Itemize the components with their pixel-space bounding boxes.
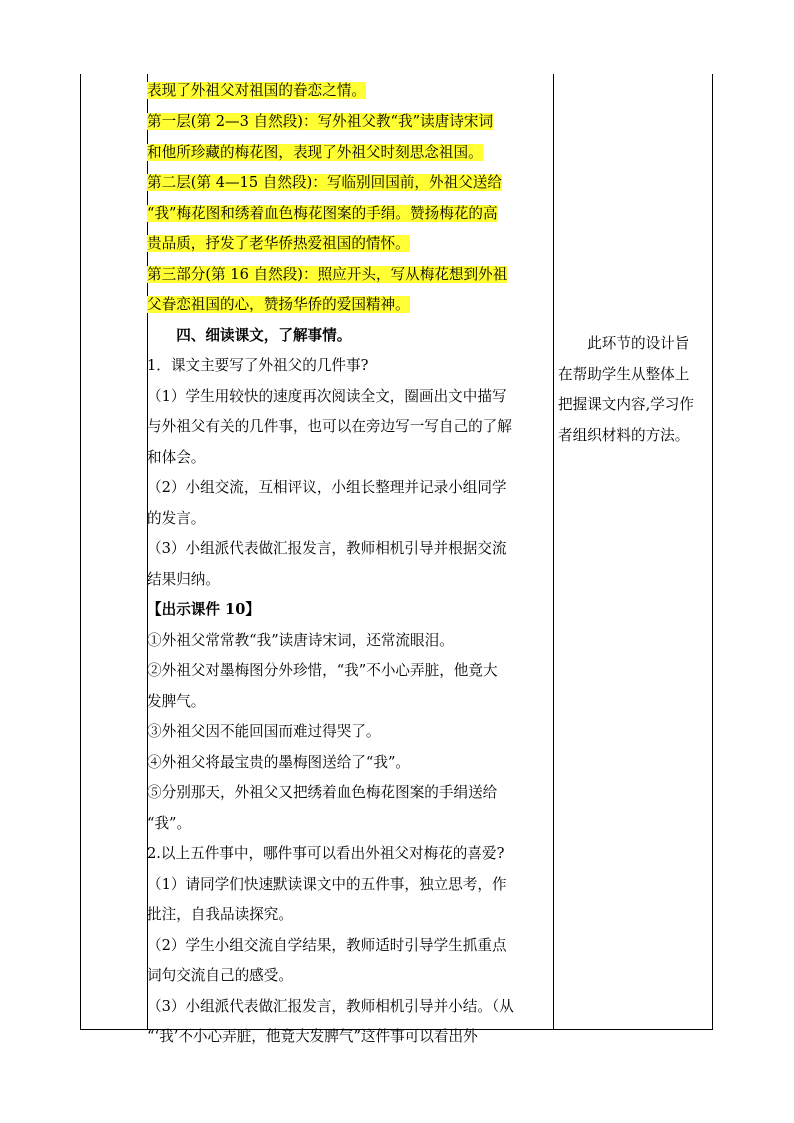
design-note-column bbox=[558, 329, 712, 451]
body-line: （2）学生小组交流自学结果，教师适时引导学生抓重点 bbox=[147, 936, 507, 954]
body-line: 结果归纳。 bbox=[147, 570, 220, 588]
body-line: 词句交流自己的感受。 bbox=[147, 967, 293, 984]
design-note-line: 把握课文内容,学习作 bbox=[558, 396, 694, 413]
body-line: （1）学生用较快的速度再次阅读全文，圈画出文中描写 bbox=[147, 387, 507, 405]
table-border-left bbox=[80, 74, 81, 1030]
table-divider-2 bbox=[553, 74, 554, 1030]
body-line: 1．课文主要写了外祖父的几件事? bbox=[147, 357, 369, 374]
body-line: （3）小组派代表做汇报发言，教师相机引导并小结。（从 bbox=[147, 997, 514, 1015]
body-line: 发脾气。 bbox=[147, 692, 206, 710]
highlighted-line: “我”梅花图和绣着血色梅花图案的手绢。赞扬梅花的高 bbox=[147, 204, 498, 222]
highlighted-line: 第三部分(第 16 自然段)：照应开头，写从梅花想到外祖 bbox=[147, 265, 508, 283]
body-line: （3）小组派代表做汇报发言，教师相机引导并根据交流 bbox=[147, 540, 507, 557]
highlighted-line: 第一层(第 2—3 自然段)：写外祖父教“我”读唐诗宋词 bbox=[147, 113, 494, 130]
body-line: 批注，自我品读探究。 bbox=[147, 906, 293, 923]
body-line: （2）小组交流，互相评议，小组长整理并记录小组同学 bbox=[147, 479, 507, 496]
body-line: ④外祖父将最宝贵的墨梅图送给了“我”。 bbox=[147, 753, 411, 771]
section-heading: 四、细读课文，了解事情。 bbox=[147, 326, 352, 344]
courseware-label: 【出示课件 10】 bbox=[147, 601, 260, 618]
highlighted-line: 表现了外祖父对祖国的眷恋之情。 bbox=[147, 82, 366, 99]
highlighted-line: 第二层(第 4—15 自然段)：写临别回国前，外祖父送给 bbox=[147, 174, 502, 191]
body-line: “我”。 bbox=[147, 814, 192, 832]
body-line: 与外祖父有关的几件事，也可以在旁边写一写自己的了解 bbox=[147, 418, 512, 435]
lesson-content-column bbox=[147, 74, 553, 1053]
design-note-line: 者组织材料的方法。 bbox=[558, 426, 690, 444]
table-border-right bbox=[712, 74, 713, 1030]
body-line: 2.以上五件事中，哪件事可以看出外祖父对梅花的喜爱? bbox=[147, 845, 505, 862]
lesson-table bbox=[80, 74, 713, 1045]
body-line: 和体会。 bbox=[147, 448, 206, 466]
highlighted-line: 和他所珍藏的梅花图，表现了外祖父时刻思念祖国。 bbox=[147, 143, 483, 161]
design-note-line: 此环节的设计旨 bbox=[558, 335, 690, 352]
body-line: ①外祖父常常教“我”读唐诗宋词，还常流眼泪。 bbox=[147, 631, 454, 649]
highlighted-line: 贵品质，抒发了老华侨热爱祖国的情怀。 bbox=[147, 235, 410, 252]
body-line: ②外祖父对墨梅图分外珍惜，“我”不小心弄脏，他竟大 bbox=[147, 662, 498, 679]
body-line: 的发言。 bbox=[147, 509, 206, 527]
body-line: ⑤分别那天，外祖父又把绣着血色梅花图案的手绢送给 bbox=[147, 784, 498, 801]
body-line: “‘我’不小心弄脏，他竟大发脾气”这件事可以看出外 bbox=[147, 1028, 478, 1045]
highlighted-line: 父眷恋祖国的心，赞扬华侨的爱国精神。 bbox=[147, 296, 410, 313]
design-note-line: 在帮助学生从整体上 bbox=[558, 365, 690, 383]
body-line: （1）请同学们快速默读课文中的五件事，独立思考，作 bbox=[147, 875, 507, 893]
body-line: ③外祖父因不能回国而难过得哭了。 bbox=[147, 723, 381, 740]
